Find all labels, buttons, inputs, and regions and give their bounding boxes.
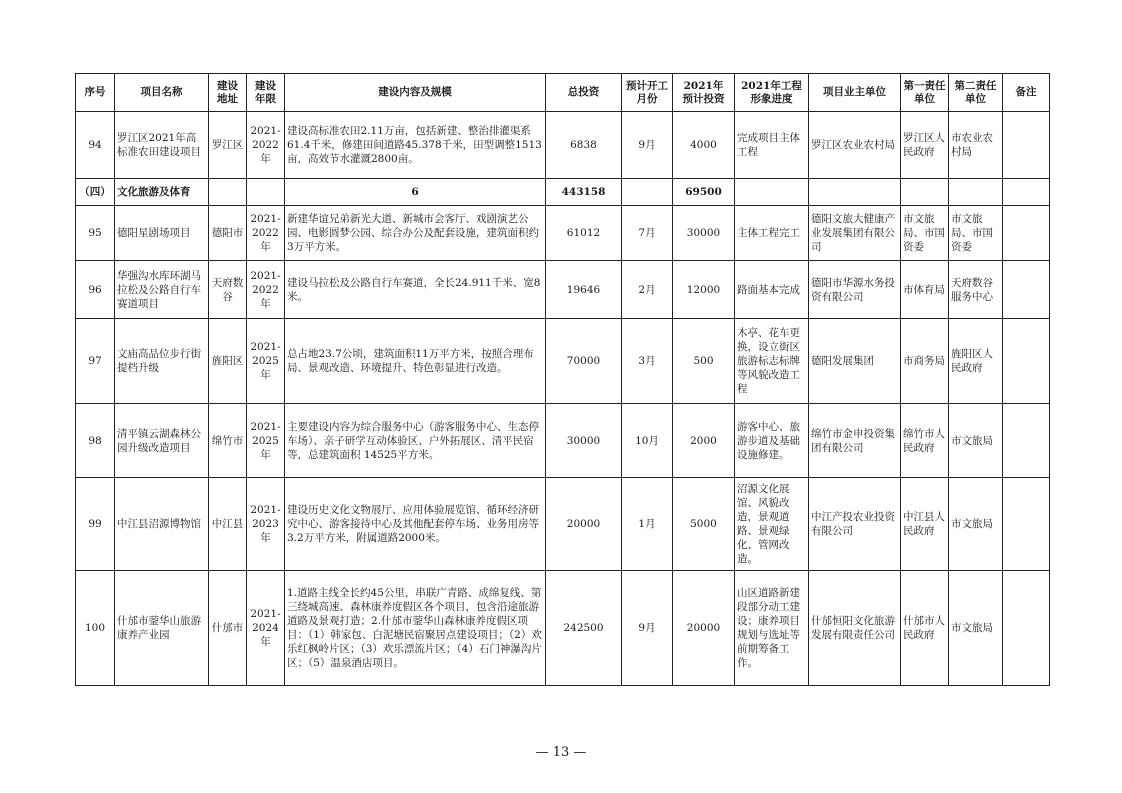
- header-cell: 建设 年限: [247, 74, 285, 112]
- location-cell: 旌阳区: [209, 319, 247, 404]
- seq-cell: 94: [76, 112, 115, 179]
- seq-cell: 98: [76, 404, 115, 478]
- header-cell: 项目业主单位: [809, 74, 901, 112]
- investment-2021-cell: 30000: [673, 206, 735, 261]
- header-cell: 2021年工程 形象进度: [735, 74, 809, 112]
- seq-cell: 99: [76, 478, 115, 571]
- total-investment-cell: 61012: [546, 206, 622, 261]
- table-row: [76, 404, 1050, 478]
- period-cell: 2021- 2025年: [247, 319, 285, 404]
- primary-responsible-cell: 市文旅局、市国资委: [901, 206, 949, 261]
- project-table: [75, 73, 1050, 686]
- remarks-cell: [1003, 319, 1050, 404]
- header-cell: 总投资: [546, 74, 622, 112]
- seq-cell: （四）: [76, 179, 115, 206]
- secondary-responsible-cell: 市文旅局: [949, 571, 1003, 686]
- progress-cell: 完成项目主体工程: [735, 112, 809, 179]
- primary-responsible-cell: 什邡市人民政府: [901, 571, 949, 686]
- start-month-cell: 2月: [622, 261, 673, 319]
- seq-cell: 97: [76, 319, 115, 404]
- primary-responsible-cell: 罗江区人民政府: [901, 112, 949, 179]
- total-investment-cell: 443158: [546, 179, 622, 206]
- start-month-cell: 9月: [622, 571, 673, 686]
- header-cell: 预计开工 月份: [622, 74, 673, 112]
- period-cell: 2021- 2022年: [247, 261, 285, 319]
- project-name-cell: 文化旅游及体育: [115, 179, 209, 206]
- header-cell: 备注: [1003, 74, 1050, 112]
- header-cell: 建设 地址: [209, 74, 247, 112]
- start-month-cell: 7月: [622, 206, 673, 261]
- progress-cell: 沼源文化展馆、风貌改造，景观道路、景观绿化、管网改造。: [735, 478, 809, 571]
- start-month-cell: 10月: [622, 404, 673, 478]
- content-cell: 1.道路主线全长约45公里，串联广青路、成绵复线、第三绕城高速、森林康养度假区各个项目，包含沿途旅游道路及景观打造；2.什邡市蓥华山森林康养度假区项目：（1）韩家包、白泥塘民宿聚居点建设项目；（2）欢乐红枫岭片区；（3）欢乐漂流片区；（4）石门神瀑沟片区；（5）温泉酒店项目。: [285, 571, 546, 686]
- content-cell: 建设马拉松及公路自行车赛道，全长24.911千米、宽8米。: [285, 261, 546, 319]
- start-month-cell: [622, 179, 673, 206]
- seq-cell: 95: [76, 206, 115, 261]
- location-cell: 什邡市: [209, 571, 247, 686]
- project-name-cell: 中江县沼源博物馆: [115, 478, 209, 571]
- remarks-cell: [1003, 206, 1050, 261]
- owner-cell: [809, 179, 901, 206]
- table-header-row: [76, 74, 1050, 112]
- secondary-responsible-cell: 市文旅局、市国资委: [949, 206, 1003, 261]
- table-row: [76, 112, 1050, 179]
- content-cell: 总占地23.7公顷，建筑面积11万平方米，按照合理布局、景观改造、环境提升、特色彰显进行改造。: [285, 319, 546, 404]
- project-name-cell: 什邡市蓥华山旅游康养产业园: [115, 571, 209, 686]
- location-cell: [209, 179, 247, 206]
- primary-responsible-cell: [901, 179, 949, 206]
- primary-responsible-cell: 市商务局: [901, 319, 949, 404]
- start-month-cell: 9月: [622, 112, 673, 179]
- table-row: [76, 261, 1050, 319]
- remarks-cell: [1003, 112, 1050, 179]
- total-investment-cell: 30000: [546, 404, 622, 478]
- page-number: — 13 —: [535, 745, 587, 760]
- total-investment-cell: 20000: [546, 478, 622, 571]
- period-cell: 2021- 2022年: [247, 206, 285, 261]
- primary-responsible-cell: 中江县人民政府: [901, 478, 949, 571]
- project-name-cell: 清平镇云湖森林公园升级改造项目: [115, 404, 209, 478]
- investment-2021-cell: 500: [673, 319, 735, 404]
- owner-cell: 德阳文旅大健康产业发展集团有限公司: [809, 206, 901, 261]
- table-row: [76, 206, 1050, 261]
- table-row: [76, 571, 1050, 686]
- table-row: [76, 478, 1050, 571]
- investment-2021-cell: 5000: [673, 478, 735, 571]
- period-cell: [247, 179, 285, 206]
- secondary-responsible-cell: 天府数谷服务中心: [949, 261, 1003, 319]
- owner-cell: 德阳发展集团: [809, 319, 901, 404]
- owner-cell: 德阳市华源水务投资有限公司: [809, 261, 901, 319]
- remarks-cell: [1003, 571, 1050, 686]
- content-cell: 6: [285, 179, 546, 206]
- header-cell: 序号: [76, 74, 115, 112]
- location-cell: 绵竹市: [209, 404, 247, 478]
- progress-cell: 山区道路新建段部分动工建设；康养项目规划与选址等前期筹备工作。: [735, 571, 809, 686]
- progress-cell: 木亭、花车更换，设立街区旅游标志标牌等风貌改造工程: [735, 319, 809, 404]
- location-cell: 德阳市: [209, 206, 247, 261]
- progress-cell: 游客中心、旅游步道及基础设施修建。: [735, 404, 809, 478]
- secondary-responsible-cell: 旌阳区人民政府: [949, 319, 1003, 404]
- investment-2021-cell: 69500: [673, 179, 735, 206]
- investment-2021-cell: 12000: [673, 261, 735, 319]
- header-cell: 第一责任 单位: [901, 74, 949, 112]
- progress-cell: [735, 179, 809, 206]
- remarks-cell: [1003, 404, 1050, 478]
- location-cell: 罗江区: [209, 112, 247, 179]
- location-cell: 中江县: [209, 478, 247, 571]
- secondary-responsible-cell: 市农业农村局: [949, 112, 1003, 179]
- seq-cell: 96: [76, 261, 115, 319]
- primary-responsible-cell: 绵竹市人民政府: [901, 404, 949, 478]
- remarks-cell: [1003, 478, 1050, 571]
- project-name-cell: 罗江区2021年高标准农田建设项目: [115, 112, 209, 179]
- content-cell: 新建华谊兄弟新光大道、新城市会客厅、戏剧演艺公园、电影圆梦公园、综合办公及配套设施，建筑面积约3万平方米。: [285, 206, 546, 261]
- remarks-cell: [1003, 179, 1050, 206]
- seq-cell: 100: [76, 571, 115, 686]
- secondary-responsible-cell: [949, 179, 1003, 206]
- owner-cell: 罗江区农业农村局: [809, 112, 901, 179]
- header-cell: 建设内容及规模: [285, 74, 546, 112]
- secondary-responsible-cell: 市文旅局: [949, 404, 1003, 478]
- progress-cell: 主体工程完工: [735, 206, 809, 261]
- period-cell: 2021- 2023年: [247, 478, 285, 571]
- total-investment-cell: 6838: [546, 112, 622, 179]
- content-cell: 建设高标准农田2.11万亩，包括新建、整治排灌渠系61.4千米，修建田间道路45.378千米，田型调整1513亩，高效节水灌溉2800亩。: [285, 112, 546, 179]
- start-month-cell: 1月: [622, 478, 673, 571]
- owner-cell: 什邡恒阳文化旅游发展有限责任公司: [809, 571, 901, 686]
- location-cell: 天府数谷: [209, 261, 247, 319]
- header-cell: 项目名称: [115, 74, 209, 112]
- table-row: [76, 319, 1050, 404]
- period-cell: 2021- 2024年: [247, 571, 285, 686]
- investment-2021-cell: 20000: [673, 571, 735, 686]
- investment-2021-cell: 4000: [673, 112, 735, 179]
- owner-cell: 绵竹市金申投资集团有限公司: [809, 404, 901, 478]
- content-cell: 主要建设内容为综合服务中心（游客服务中心、生态停车场）、亲子研学互动体验区、户外拓展区、清平民宿等，总建筑面积 14525平方米。: [285, 404, 546, 478]
- header-cell: 第二责任 单位: [949, 74, 1003, 112]
- secondary-responsible-cell: 市文旅局: [949, 478, 1003, 571]
- total-investment-cell: 242500: [546, 571, 622, 686]
- period-cell: 2021- 2025年: [247, 404, 285, 478]
- header-cell: 2021年 预计投资: [673, 74, 735, 112]
- project-name-cell: 文庙高品位步行街提档升级: [115, 319, 209, 404]
- project-name-cell: 德阳星剧场项目: [115, 206, 209, 261]
- owner-cell: 中江产投农业投资有限公司: [809, 478, 901, 571]
- progress-cell: 路面基本完成: [735, 261, 809, 319]
- total-investment-cell: 70000: [546, 319, 622, 404]
- remarks-cell: [1003, 261, 1050, 319]
- start-month-cell: 3月: [622, 319, 673, 404]
- investment-2021-cell: 2000: [673, 404, 735, 478]
- project-name-cell: 华强沟水库环湖马拉松及公路自行车赛道项目: [115, 261, 209, 319]
- total-investment-cell: 19646: [546, 261, 622, 319]
- primary-responsible-cell: 市体育局: [901, 261, 949, 319]
- content-cell: 建设历史文化文物展厅、应用体验展览馆、循环经济研究中心、游客接待中心及其他配套停车场、业务用房等3.2万平方米，附属道路2000米。: [285, 478, 546, 571]
- section-row: [76, 179, 1050, 206]
- period-cell: 2021- 2022年: [247, 112, 285, 179]
